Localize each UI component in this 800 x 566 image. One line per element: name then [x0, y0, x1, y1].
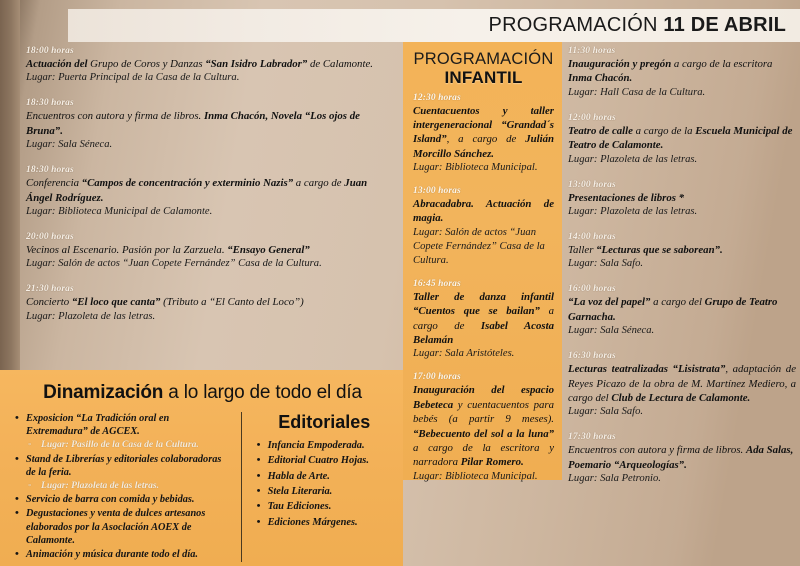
event-place: Lugar: Sala Séneca.: [26, 139, 113, 151]
event-time: 13:00 horas: [413, 186, 461, 197]
bottom-columns: [14, 412, 391, 562]
event-time: 12:00 horas: [568, 112, 616, 123]
bottom-panel: [0, 370, 403, 566]
event-item: [413, 372, 554, 483]
event-item: [26, 98, 392, 152]
event-desc-italic: a cargo de: [413, 305, 554, 332]
event-desc-bold: Actuación del: [26, 58, 88, 70]
event-description: [26, 243, 392, 257]
event-description: [568, 295, 796, 324]
list-item: [14, 493, 233, 506]
event-desc-bold: “El loco que canta”: [71, 296, 161, 309]
event-place: Lugar: Sala Aristóteles.: [413, 348, 515, 360]
list-item: • Infancia Empoderada.: [256, 439, 391, 452]
column-children-program: [403, 42, 562, 480]
list-item-text: Degustaciones y venta de dulces artesanos elaborados por la Asoclación AOEX de Calamonte.: [26, 508, 206, 546]
event-desc-bold: “San Isidro Labrador”: [205, 58, 308, 70]
event-item: [568, 284, 796, 338]
event-description: [568, 191, 796, 205]
event-desc-italic: Grupo de Coros y Danzas: [87, 58, 206, 70]
event-description: [26, 176, 392, 205]
list-item-sub: ◦ Lugar: Plazoleta de las letras.: [26, 480, 233, 492]
list-item-text: Stand de Librerías y editoriales colaboradoras de la feria.: [26, 453, 222, 478]
event-desc-italic: Encuentros con autora y firma de libros.: [568, 444, 746, 457]
event-desc-italic: a cargo de: [293, 177, 345, 190]
event-place: Lugar: Plazoleta de las letras.: [568, 153, 698, 165]
event-place: Lugar: Puerta Principal de la Casa de la Cultura.: [26, 72, 240, 84]
event-desc-bold: “Lecturas que se saborean”.: [596, 244, 723, 257]
editoriales-title: Editoriales: [278, 412, 371, 432]
event-item: [568, 46, 796, 100]
event-desc-italic: a cargo de la escritora: [671, 58, 773, 70]
event-item: [26, 232, 392, 271]
dinamizacion-column: [14, 412, 241, 562]
event-time: 16:00 horas: [568, 284, 616, 295]
event-item: [26, 284, 392, 323]
event-time: 17:30 horas: [568, 432, 616, 443]
event-place: Lugar: Salón de actos “Juan Copete Fernández” Casa de la Cultura.: [26, 258, 322, 270]
event-desc-bold: Grupo de Teatro Garnacha.: [568, 296, 778, 323]
event-time: 14:00 horas: [568, 232, 616, 243]
event-desc-italic: a cargo de la escritora y narradora: [413, 441, 554, 469]
event-desc-italic: Vecinos al Escenario. Pasión por la Zarzuela.: [26, 244, 228, 257]
event-desc-bold: Juan Ángel Rodríguez.: [26, 177, 368, 204]
event-item: [26, 46, 392, 85]
event-desc-italic: (Tributo a “El Canto del Loco”): [160, 296, 304, 309]
list-item: • Tau Ediciones.: [256, 500, 391, 513]
event-place: Lugar: Sala Séneca.: [568, 325, 655, 337]
event-desc-bold: “La voz del papel”: [568, 296, 651, 309]
event-item: [413, 93, 554, 176]
event-desc-italic: Taller: [568, 244, 597, 257]
event-desc-bold: “Campos de concentración y exterminio Nazis”: [81, 177, 294, 190]
event-description: [413, 383, 554, 469]
event-desc-italic: Conferencia: [26, 177, 82, 190]
event-time: 13:00 horas: [568, 179, 616, 190]
event-desc-italic: Encuentros con autora y firma de libros.: [26, 110, 204, 123]
event-description: [568, 443, 796, 472]
event-place: Lugar: Biblioteca Municipal.: [413, 161, 538, 173]
event-desc-bold: Inauguración y pregón: [568, 58, 672, 70]
event-time: 18:30 horas: [26, 98, 74, 109]
event-place: Lugar: Biblioteca Municipal.: [413, 470, 538, 482]
event-desc-bold: Inma Chacón.: [568, 72, 633, 85]
event-desc-bold: Julián Morcillo Sánchez.: [413, 133, 554, 160]
event-time: 16:30 horas: [568, 351, 616, 362]
header-title-bold: 11 DE ABRIL: [663, 14, 786, 36]
event-desc-bold: Teatro de calle: [568, 124, 633, 137]
event-item: [26, 165, 392, 219]
event-time: 16:45 horas: [413, 278, 461, 289]
event-desc-bold: Abracadabra. Actuación de magia.: [413, 198, 554, 225]
event-desc-bold: “Ensayo General”: [227, 244, 310, 257]
event-time: 21:30 horas: [26, 284, 74, 295]
event-desc-italic: a cargo de la: [632, 124, 696, 137]
event-place: Lugar: Plazoleta de las letras.: [26, 310, 156, 322]
event-desc-italic: Concierto: [26, 296, 72, 309]
event-item: [568, 351, 796, 419]
dinamizacion-title: [14, 382, 391, 404]
event-description: [26, 57, 392, 71]
list-item: [14, 412, 233, 452]
event-description: [568, 124, 796, 153]
event-desc-bold: Ada Salas, Poemario “Arqueologías”.: [568, 444, 794, 471]
event-item: [568, 432, 796, 486]
event-item: [568, 113, 796, 167]
event-place: Lugar: Sala Safo.: [568, 406, 644, 418]
editoriales-column: [241, 412, 391, 562]
header-band: [68, 9, 800, 42]
event-desc-italic: a cargo del: [650, 296, 705, 309]
children-heading-line2: INFANTIL: [444, 68, 523, 88]
event-item: [568, 180, 796, 219]
dinamizacion-list: [14, 412, 233, 561]
event-time: 18:30 horas: [26, 165, 74, 176]
list-item-sub: ◦ Lugar: Pasillo de la Casa de la Cultura.: [26, 439, 233, 451]
event-place: Lugar: Salón de actos “Juan Copete Fernández” Casa de la Cultura.: [413, 226, 545, 266]
event-desc-bold: Presentaciones de libros *: [568, 191, 685, 204]
event-time: 20:00 horas: [26, 232, 74, 243]
children-heading-line1: PROGRAMACIÓN: [413, 50, 554, 68]
event-time: 11:30 horas: [568, 46, 616, 56]
list-item-text: Exposicion “La Tradición oral en Extremadura” de AGCEX.: [26, 413, 170, 438]
event-desc-bold: Inauguración del espacio Bebeteca: [413, 384, 554, 411]
event-desc-bold: Isabel Acosta Belamán: [413, 319, 554, 347]
list-item: • Editorial Cuatro Hojas.: [256, 454, 391, 467]
list-item-text: Servicio de barra con comida y bebidas.: [26, 494, 195, 506]
list-item: [14, 548, 233, 561]
event-time: 12:30 horas: [413, 92, 461, 103]
header-title-light: PROGRAMACIÓN: [488, 14, 664, 36]
event-desc-bold: Lecturas teatralizadas “Lisistrata”: [568, 363, 726, 376]
list-item: • Habla de Arte.: [256, 470, 391, 483]
event-desc-bold: Pilar Romero.: [460, 456, 524, 469]
event-description: [26, 109, 392, 138]
column-left-events: [26, 46, 392, 337]
event-desc-italic: , a cargo de: [446, 133, 526, 146]
editoriales-list: [256, 439, 391, 529]
event-desc-bold: “Bebecuento del sol a la luna”: [413, 427, 554, 440]
event-desc-bold: Cuentacuentos y taller intergeneracional “Grandad´s Island”: [413, 104, 554, 146]
event-desc-bold: Escuela Municipal de Teatro de Calamonte.: [568, 124, 793, 152]
event-place: Lugar: Sala Petronio.: [568, 473, 661, 485]
event-description: [26, 295, 392, 309]
event-item: [413, 186, 554, 268]
event-description: [568, 362, 796, 405]
list-item-text: Animación y música durante todo el día.: [26, 548, 198, 560]
event-description: [568, 57, 796, 86]
event-desc-bold: Inma Chacón, Novela “Los ojos de Bruna”.: [26, 110, 360, 137]
event-desc-italic: , adaptación de Reyes Picazo de la obra de M. Martínez Mediero, a cargo del: [568, 363, 796, 404]
event-description: [413, 290, 554, 347]
event-description: [413, 104, 554, 161]
event-place: Lugar: Plazoleta de las letras.: [568, 205, 698, 217]
event-place: Lugar: Biblioteca Municipal de Calamonte.: [26, 205, 213, 217]
event-item: [413, 279, 554, 362]
event-time: 17:00 horas: [413, 372, 461, 383]
children-program-heading: [413, 50, 554, 88]
event-item: [568, 232, 796, 271]
event-time: 18:00 horas: [26, 46, 74, 56]
event-desc-italic: de Calamonte.: [307, 58, 373, 70]
event-place: Lugar: Hall Casa de la Cultura.: [568, 86, 706, 98]
column-right-events: [568, 46, 796, 499]
page-title: [489, 14, 786, 37]
list-item: • Ediciones Márgenes.: [256, 516, 391, 529]
event-desc-italic: y cuentacuentos para bebés (a partir 9 meses).: [413, 398, 554, 426]
dinamizacion-title-rest: a lo largo de todo el día: [163, 382, 362, 403]
event-place: Lugar: Sala Safo.: [568, 258, 644, 270]
list-item: • Stela Literaria.: [256, 485, 391, 498]
list-item: [14, 507, 233, 547]
event-desc-bold: Club de Lectura de Calamonte.: [611, 391, 751, 404]
list-item: [14, 453, 233, 493]
event-desc-bold: Taller de danza infantil “Cuentos que se bailan”: [413, 290, 554, 318]
event-description: [568, 243, 796, 257]
dinamizacion-title-bold: Dinamización: [43, 382, 164, 403]
event-description: [413, 197, 554, 226]
